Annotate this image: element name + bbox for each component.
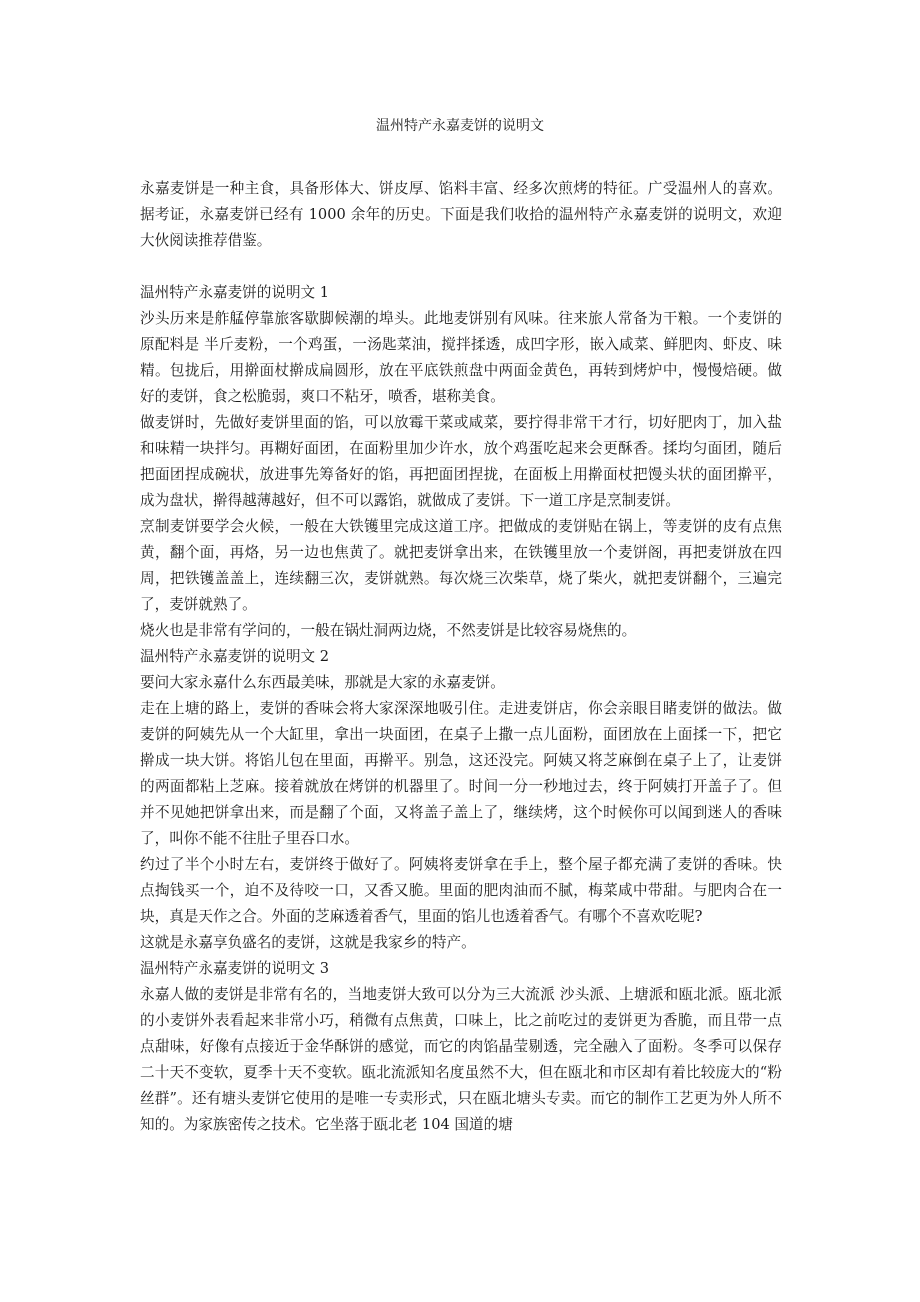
- section-heading: 温州特产永嘉麦饼的说明文 1: [140, 284, 330, 301]
- document-body: [140, 176, 782, 1138]
- intro-paragraph: 永嘉麦饼是一种主食，具备形体大、饼皮厚、馅料丰富、经多次煎烤的特征。广受温州人的喜欢。据考证，永嘉麦饼已经有 1000 余年的历史。下面是我们收拾的温州特产永嘉麦饼的说明文，欢迎大伙阅读推荐借鉴。: [140, 180, 782, 249]
- paragraph: 永嘉人做的麦饼是非常有名的，当地麦饼大致可以分为三大流派 沙头派、上塘派和瓯北派。瓯北派的小麦饼外表看起来非常小巧，稍微有点焦黄，口味上，比之前吃过的麦饼更为香脆，而且带一点点甜味，好像有点接近于金华酥饼的感觉，而它的肉馅晶莹剔透，完全融入了面粉。冬季可以保存二十天不变软，夏季十天不变软。瓯北流派知名度虽然不大，但在瓯北和市区却有着比较庞大的“粉丝群”。还有塘头麦饼它使用的是唯一专卖形式，只在瓯北塘头专卖。而它的制作工艺更为外人所不知的。为家族密传之技术。它坐落于瓯北老 104 国道的塘: [140, 986, 782, 1133]
- section-heading: 温州特产永嘉麦饼的说明文 3: [140, 960, 330, 977]
- document-title: 温州特产永嘉麦饼的说明文: [376, 118, 544, 134]
- section-heading: 温州特产永嘉麦饼的说明文 2: [140, 648, 330, 665]
- paragraph: 走在上塘的路上，麦饼的香味会将大家深深地吸引住。走进麦饼店，你会亲眼目睹麦饼的做法。做麦饼的阿姨先从一个大缸里，拿出一块面团，在桌子上撒一点儿面粉，面团放在上面揉一下，把它擀成一块大饼。将馅儿包在里面，再擀平。别急，这还没完。阿姨又将芝麻倒在桌子上了，让麦饼的两面都粘上芝麻。接着就放在烤饼的机器里了。时间一分一秒地过去，终于阿姨打开盖子了。但并不见她把饼拿出来，而是翻了个面，又将盖子盖上了，继续烤，这个时候你可以闻到迷人的香味了，叫你不能不往肚子里吞口水。: [140, 700, 782, 847]
- paragraph: 约过了半个小时左右，麦饼终于做好了。阿姨将麦饼拿在手上，整个屋子都充满了麦饼的香味。快点掏钱买一个，迫不及待咬一口，又香又脆。里面的肥肉油而不腻，梅菜咸中带甜。与肥肉合在一块，真是天作之合。外面的芝麻透着香气，里面的馅儿也透着香气。有哪个不喜欢吃呢?: [140, 856, 782, 925]
- paragraph: 沙头历来是舴艋停靠旅客歇脚候潮的埠头。此地麦饼别有风味。往来旅人常备为干粮。一个麦饼的原配料是 半斤麦粉，一个鸡蛋，一汤匙菜油，搅拌揉透，成凹字形，嵌入咸菜、鲜肥肉、虾皮、味精。包拢后，用擀面杖擀成扁圆形，放在平底铁煎盘中两面金黄色，再转到烤炉中，慢慢焙硬。做好的麦饼，食之松脆弱，爽口不粘牙，喷香，堪称美食。: [140, 310, 782, 405]
- paragraph: 要问大家永嘉什么东西最美味，那就是大家的永嘉麦饼。: [140, 674, 505, 691]
- paragraph: 做麦饼时，先做好麦饼里面的馅，可以放霉干菜或咸菜，要拧得非常干才行，切好肥肉丁，加入盐和味精一块拌匀。再糊好面团，在面粉里加少许水，放个鸡蛋吃起来会更酥香。揉均匀面团，随后把面团捏成碗状，放进事先筹备好的馅，再把面团捏拢，在面板上用擀面杖把馒头状的面团擀平，成为盘状，擀得越薄越好，但不可以露馅，就做成了麦饼。下一道工序是烹制麦饼。: [140, 414, 782, 509]
- paragraph: 烹制麦饼要学会火候，一般在大铁镬里完成这道工序。把做成的麦饼贴在锅上，等麦饼的皮有点焦黄，翻个面，再烙，另一边也焦黄了。就把麦饼拿出来，在铁镬里放一个麦饼阁，再把麦饼放在四周，把铁镬盖盖上，连续翻三次，麦饼就熟。每次烧三次柴草，烧了柴火，就把麦饼翻个，三遍完了，麦饼就熟了。: [140, 518, 782, 613]
- spacer: [140, 254, 782, 280]
- paragraph: 烧火也是非常有学问的，一般在锅灶洞两边烧，不然麦饼是比较容易烧焦的。: [140, 622, 637, 639]
- paragraph: 这就是永嘉享负盛名的麦饼，这就是我家乡的特产。: [140, 934, 476, 951]
